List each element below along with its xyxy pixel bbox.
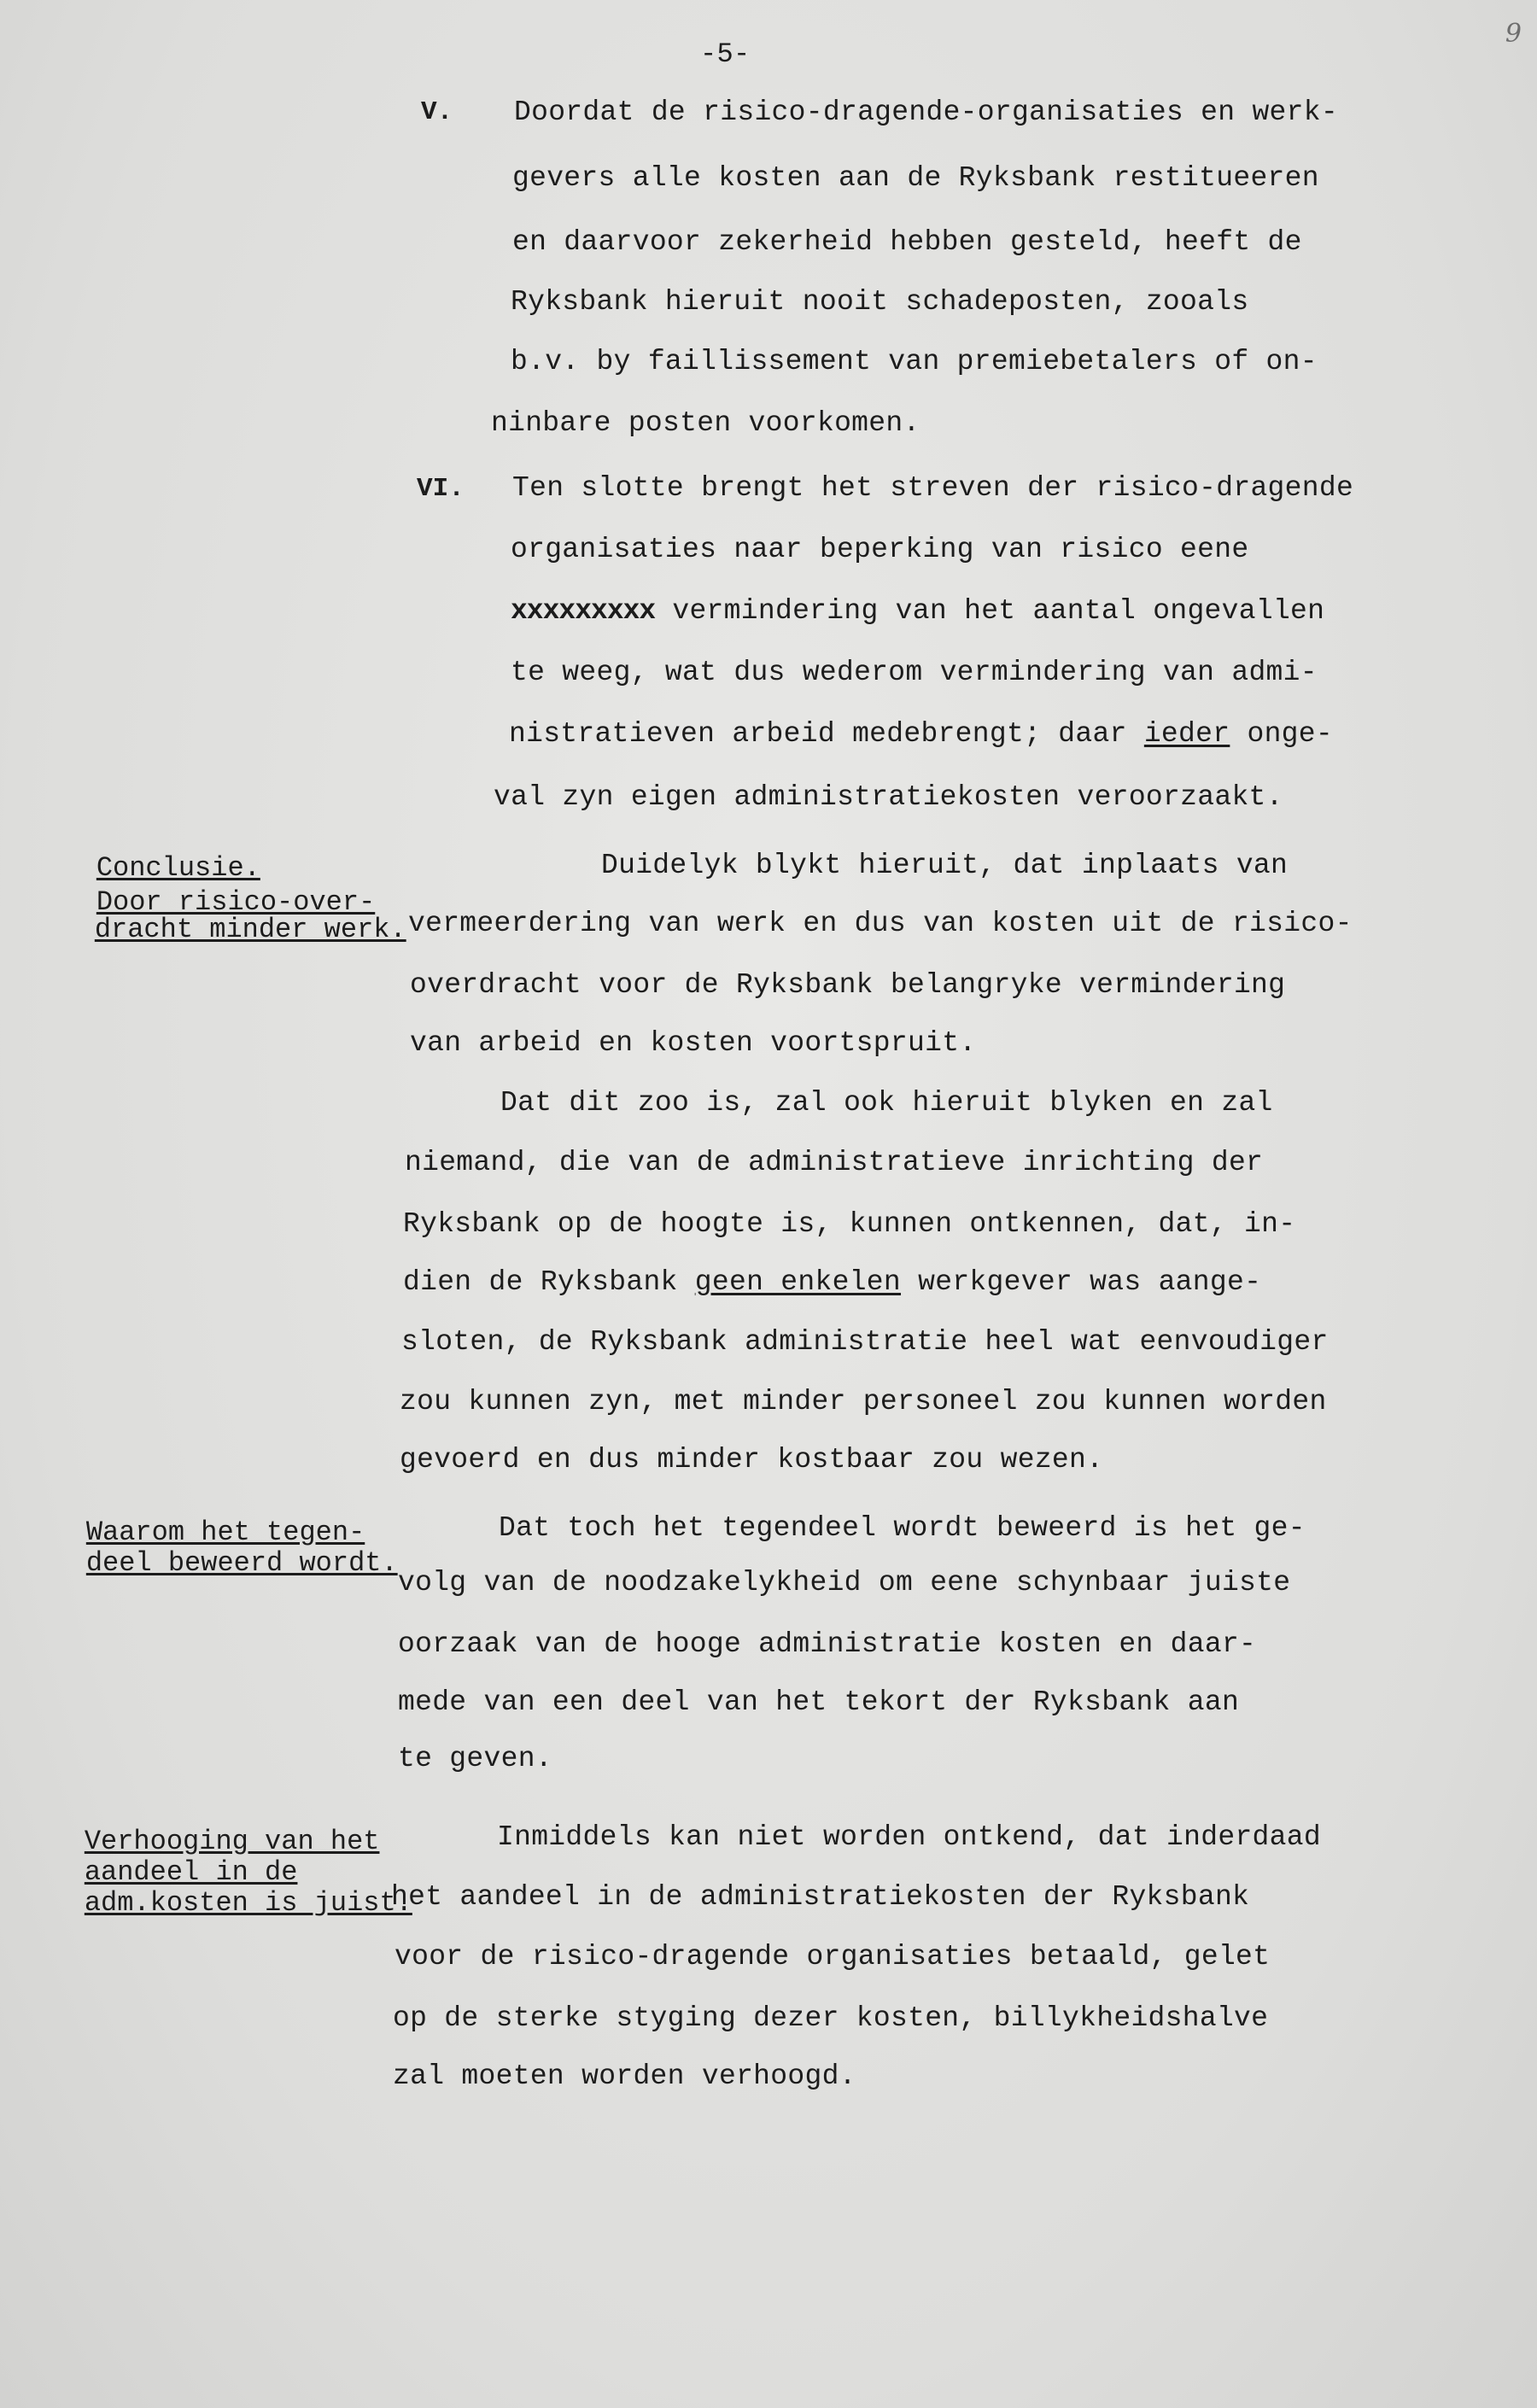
section-v-line: Doordat de risico-dragende-organisaties en werk-	[514, 96, 1338, 128]
margin-note-conclusie: Door risico-over-	[96, 886, 376, 918]
paragraph-line: niemand, die van de administratieve inrichting der	[405, 1147, 1264, 1178]
section-vi-line: val zyn eigen administratiekosten veroorzaakt.	[494, 781, 1283, 813]
paragraph-line: Inmiddels kan niet worden ontkend, dat inderdaad	[497, 1821, 1321, 1853]
paragraph-line: vermeerdering van werk en dus van kosten uit de risico-	[408, 908, 1353, 939]
paragraph-line: Ryksbank op de hoogte is, kunnen ontkennen, dat, in-	[403, 1208, 1296, 1240]
struck-out-word: xxxxxxxxx	[511, 595, 656, 627]
paragraph-line: voor de risico-dragende organisaties betaald, gelet	[394, 1941, 1271, 1973]
margin-note-waarom: deel beweerd wordt.	[85, 1547, 398, 1579]
margin-note-verhooging: adm.kosten is juist.	[84, 1887, 412, 1919]
section-vi-line: xxxxxxxxx vermindering van het aantal ongevallen	[511, 595, 1325, 627]
margin-note-conclusie: dracht minder werk.	[94, 914, 406, 945]
paragraph-line: Dat toch het tegendeel wordt beweerd is het ge-	[499, 1512, 1306, 1544]
section-v-line: en daarvoor zekerheid hebben gesteld, heeft de	[512, 226, 1302, 258]
section-vi-line: Ten slotte brengt het streven der risico-dragende	[512, 472, 1354, 504]
paragraph-line: op de sterke styging dezer kosten, billykheidshalve	[393, 2002, 1269, 2034]
section-vi-line: organisaties naar beperking van risico eene	[511, 534, 1249, 565]
section-numeral-v: V.	[421, 97, 453, 127]
paragraph-line: van arbeid en kosten voortspruit.	[410, 1027, 977, 1059]
paragraph-line: oorzaak van de hooge administratie kosten en daar-	[398, 1628, 1257, 1660]
paragraph-line: mede van een deel van het tekort der Ryksbank aan	[398, 1686, 1240, 1718]
margin-note-waarom: Waarom het tegen-	[85, 1517, 365, 1548]
margin-note-verhooging: aandeel in de	[84, 1856, 298, 1888]
margin-note-verhooging: Verhooging van het	[84, 1826, 380, 1857]
paragraph-line: te geven.	[398, 1743, 552, 1774]
section-numeral-vi: VI.	[417, 474, 465, 504]
paragraph-line: sloten, de Ryksbank administratie heel wat eenvoudiger	[401, 1326, 1329, 1358]
paragraph-line: dien de Ryksbank geen enkelen werkgever was aange-	[403, 1266, 1262, 1298]
corner-mark: 9	[1505, 19, 1522, 49]
underlined-word: ieder	[1143, 718, 1230, 750]
section-v-line: ninbare posten voorkomen.	[491, 407, 920, 439]
paragraph-line: het aandeel in de administratiekosten der Ryksbank	[391, 1881, 1250, 1913]
section-v-line: b.v. by faillissement van premiebetalers of on-	[511, 346, 1318, 377]
paragraph-line: Dat dit zoo is, zal ook hieruit blyken en zal	[500, 1087, 1273, 1119]
section-vi-line: te weeg, wat dus wederom vermindering van admi-	[511, 657, 1318, 688]
paragraph-line: overdracht voor de Ryksbank belangryke vermindering	[410, 969, 1286, 1001]
paragraph-line: zal moeten worden verhoogd.	[393, 2060, 856, 2092]
underlined-phrase: geen enkelen	[694, 1266, 902, 1298]
paragraph-line: gevoerd en dus minder kostbaar zou wezen.	[400, 1444, 1104, 1476]
section-v-line: Ryksbank hieruit nooit schadeposten, zooals	[511, 286, 1249, 318]
margin-note-conclusie: Conclusie.	[96, 852, 260, 884]
page-number: -5-	[700, 38, 751, 70]
section-v-line: gevers alle kosten aan de Ryksbank restitueeren	[512, 162, 1319, 194]
paragraph-line: volg van de noodzakelykheid om eene schynbaar juiste	[398, 1567, 1291, 1599]
paragraph-line: Duidelyk blykt hieruit, dat inplaats van	[601, 850, 1289, 881]
section-vi-line: nistratieven arbeid medebrengt; daar ieder onge-	[509, 718, 1333, 750]
paragraph-line: zou kunnen zyn, met minder personeel zou kunnen worden	[400, 1386, 1327, 1417]
